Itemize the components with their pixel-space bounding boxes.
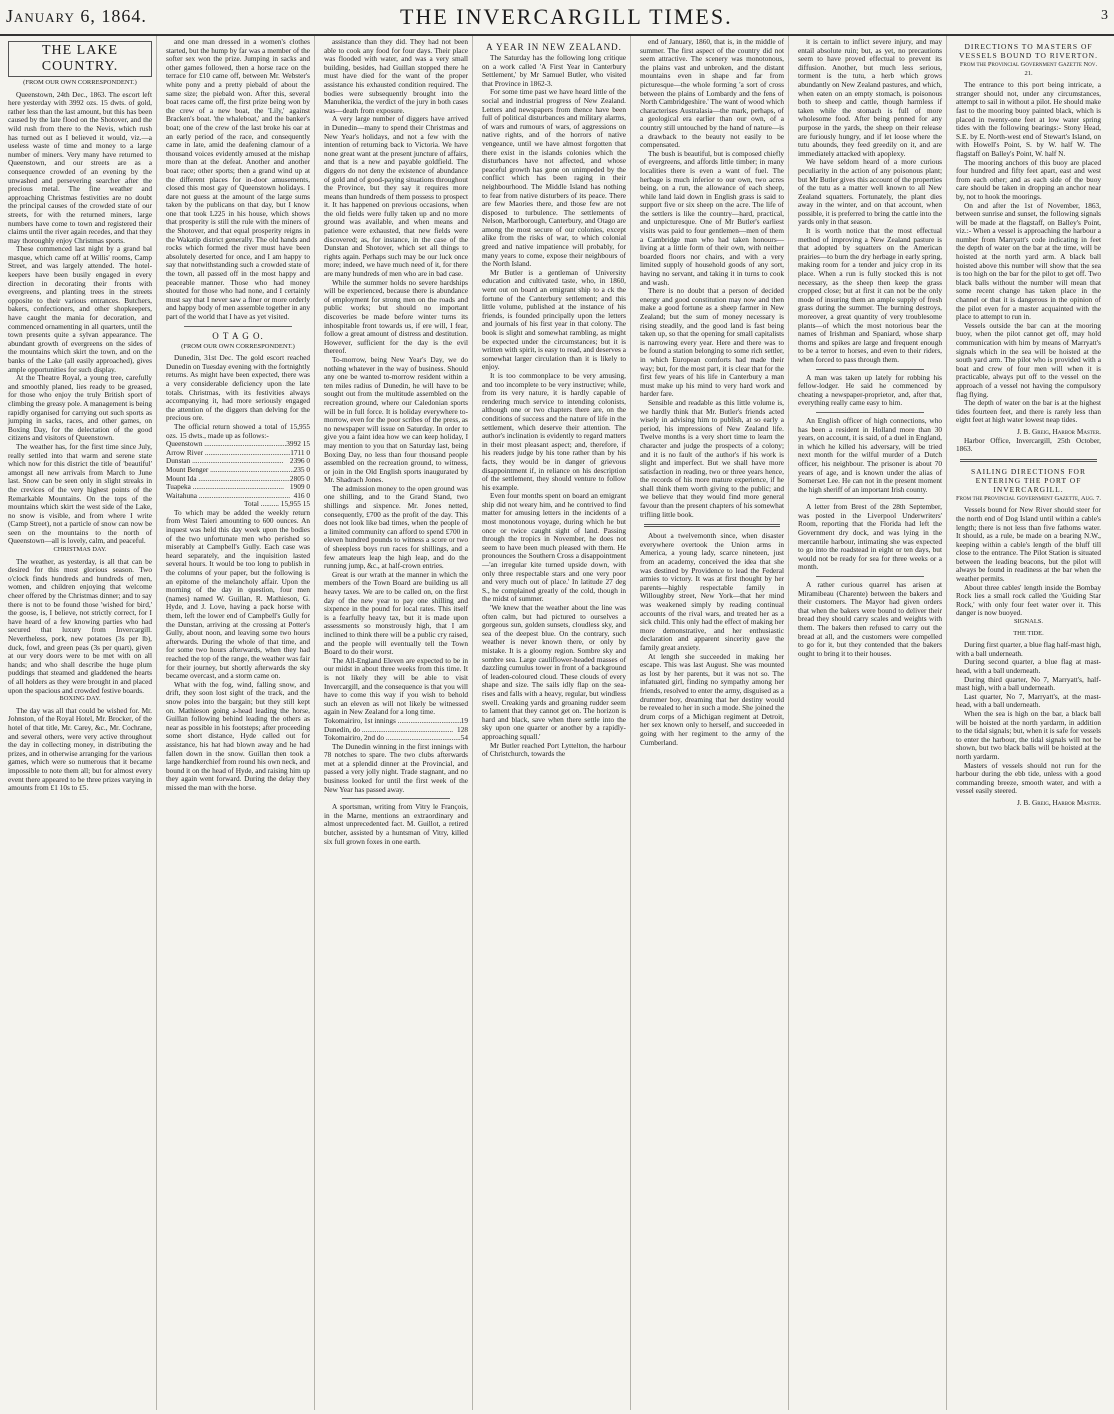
paragraph: it is certain to inflict severe injury, and may entail absolute ruin; but, as yet, no precautions seem to have proved effectual to prevent its diffusion. Another, but much less serious, torment is the tutu, a herb which grows abundantly on New Zealand pastures, and which, when eaten on an empty stomach, is poisonous both to sheep and cattle, though harmless if taken while the stomach is full of more wholesome food. After being penned for any purpose in the yards, the sheep on their release are furiously hungry, and if let loose where the tutu abounds, they feed greedily on it, and are immediately attacked with apoplexy. [798, 37, 942, 158]
cricket-score-table [324, 717, 468, 743]
paragraph: We have seldom heard of a more curious peculiarity in the action of any poisonous plant; but Mr Butler gives this account of the properties of the tutu as a matter well known to all New Zealand squatters. Fortunately, the plant dies away in the winter, and on that account, when possible, it is preferred to bring the cattle into the yards only in that season. [798, 157, 942, 227]
paragraph: and one man dressed in a women's clothes started, but the hump by far was a member of the softer sex won the prize. Jumping in sacks and other games followed, then a horse race on the terrace for £10 came off, between Mr. Webster's white pony and a pretty piebald of about the same size; the piebald won. After this, several boat races came off, the first prize being won by the crew of a new boat, the 'Lily,' against Bracken's boat. 'the whaleboat,' and the banker's boat; one of the crew of the last broke his oar at an early period of the race, and consequently came in late, amid the deafening clamour of a thousand voices evidently amused at the mishap more than at the defeat. Another and another boat race; other sports; then a grand wind up at the different places for in-door amusements, closed this most gay of Queenstown holidays. I dare not guess at the amount of the large sums taken by the publicans on that day, but I know one that took L225 in his house, which shows that prosperity is still the rule with the miners of the Shotover, and that equal prosperity reigns in the Wakatip district generally. The old hands and rocks which formed the river must have been absolutely deserted for once, and I am happy to say that notwithstanding such a crowded state of the town, all passed off in the most happy and peaceable manner. Those who had money shouted for those who had none, and I certainly must say that I never saw a finer or more orderly and happy body of men assemble together in any part of the world that I have as yet visited. [166, 37, 310, 321]
paragraph: Masters of vessels should not run for the harbour during the ebb tide, unless with a good commanding breeze, smooth water, and with a vessel easily steered. [956, 760, 1101, 796]
divider [816, 369, 924, 370]
table-row: Tokomairiro, 1st innings ..... 19 [324, 717, 468, 726]
notice-source: From the Provincial Government Gazette, Aug. 7. [956, 494, 1101, 502]
table-row: Mount Ida ..... 2805 0 [166, 475, 310, 484]
paragraph: The All-England Eleven are expected to be in our midst in about three weeks from this time. It is not likely they will be able to visit Invercargill, and the consequence is that you will have to come this way if you wish to behold such an eleven as will not likely be witnessed again in New Zealand for a long time. [324, 655, 468, 717]
paragraph: Queenstown, 24th Dec., 1863. The escort left here yesterday with 3992 ozs. 15 dwts. of gold, rather less than the last amount, but this has been caused by the late flood on the Shotover, and the wild rush from there to the Nevis, which rush has turned out as I believed it would, viz.—a useless waste of time and money to a large number of miners. Very many have returned to Queenstown, and our streets are as a consequence crowded of an evening by the unwashed and persevering searcher after the precious metal. The fine weather and approaching Christmas festivities are no doubt the principal causes of the crowded state of our streets, for with the returned miners, large numbers have come to town and registered their claims until the river again recedes, and that they may thoroughly enjoy Christmas sports. [8, 89, 152, 245]
paragraph: During first quarter, a blue flag half-mast high, with a ball underneath. [956, 640, 1101, 658]
table-row: Mount Benger ..... 235 0 [166, 466, 310, 475]
paragraph: What with the fog, wind, falling snow, and drift, they soon lost sight of the track, and the snow poles into the bargain; but they still kept on. Mathieson going a-head leading the horse, Guillan following behind leading the others as near as possible in his footsteps; after proceeding some short distance, Hyde called out for assistance, his hat had blown away and he had fallen down in the snow. Guillan then took a large handkerchief from round his own neck, and bound it on the head of Hyde, and raising him up they again went forward. During the delay they missed the man with the horse. [166, 679, 310, 792]
paragraph: The Saturday has the following long critique on a work called 'A First Year in Canterbury Settlement,' by Mr Samuel Butler, who visited that Province in 1862-3. [482, 53, 626, 88]
paragraph: Even four months spent on board an emigrant ship did not weary him, and he contrived to find matter for amusing letters in the incidents of a most monotonous voyage, during which he but once or twice caught sight of land. Passing through the tropics in November, he does not seem to have been much pleased with them. He pronounces the Southern Cross a disappointment—'an irregular kite turned upside down, with only three respectable stars and one very poor and very much out of place.' In latitude 27 deg S., he complained greatly of the cold, though in the midst of summer. [482, 491, 626, 604]
divider [960, 459, 1097, 462]
paragraph: 'We knew that the weather about the line was often calm, but had pictured to ourselves a gorgeous sun, golden sunsets, cloudless sky, and sea of the deepest blue. On the contrary, such weather is never known there, or only by mistake. It is a gloomy region. Sombre sky and sombre sea. Large cauliflower-headed masses of dazzling cumulus tower in front of a background of leaden-coloured cloud. These clouds of every shape and size. The sails idly flap on the sea-rises and falls with a heavy, regular, but windless swell. Creaking yards and groaning rudder seem to lament that they cannot get on. The horizon is hard and black, save when there settle into the sky upon one quarter or another by a rapidly-approaching squall.' [482, 603, 626, 741]
table-total: Total .......... 15,955 15 [244, 499, 310, 509]
paragraph: The entrance to this port being intricate, a stranger should not, under any circumstances, attempt to sail in without a pilot. He should make fast to the mooring buoy painted black, which is placed in twenty-one feet at low water spring tides with the following bearings:- Stony Head, S.E. by E. North-west end of Stewart's Island, on with Howell's Point, S. by W. half W. The flagstaff on Balley's Point, W. half N. [956, 80, 1101, 158]
paragraph: The depth of water on the bar is at the highest tides fourteen feet, and there is rarely less than eight feet at high water lowest neap tides. [956, 398, 1101, 425]
divider [644, 524, 780, 527]
page-number: 3 [1101, 8, 1108, 23]
paragraph: A very large number of diggers have arrived in Dunedin—many to spend their Christmas and New Year's holidays, and not a few with the intention of returning back to Victoria. We have none great want at the present juncture of affairs, and that is a new and payable goldfield. The diggers do not deny the existence of abundance of gold and of good-paying situations throughout the Province, but they say it requires more means than hundreds of them possess to prospect it. It has happened on previous occasions, when the old fields were fully taken up and no more ground was available, and when means and patience were exhausted, that new fields were discovered; as, for instance, in the case of the Dunstan and Shotover, which set all things to rights again. Perhaps such may be our luck once more; indeed, we have much need of it, for there are many hundreds of men who are in bad case. [324, 114, 468, 279]
subheading-tide: THE TIDE. [1013, 629, 1044, 637]
divider [816, 498, 924, 499]
paragraph: About three cables' length inside the Bombay Rock lies a small rock called the 'Guiding Star Rock,' with only four feet water over it. This danger is now buoyed. [956, 582, 1101, 618]
column-1 [4, 36, 157, 1410]
paragraph: These commenced last night by a grand bal masque, which came off at Willis' rooms, Camp Street, and was largely attended. The hotel-keepers have been busily engaged in every direction in decorating their fronts with evergreens, and planting trees in the streets opposite to their various entrances. Butchers, bakers, confectioners, and other shopkeepers, have caught the mania for decoration, and commenced ornamenting in all quarters, until the town presents quite a sylvan appearance. The abundant growth of evergreens on the sides of the mountains which skirt the town, and on the banks of the Lake (all easily approached), gives ample opportunities for such display. [8, 244, 152, 374]
paragraph: A letter from Brest of the 28th September, was posted in the Liverpool Underwriters' Room, reporting that the Florida had left the Government dry dock, and was lying in the mercantile harbour, intimating she was expected to go into the roadstead in eight or ten days, but would not be ready for sea for three weeks or a month. [798, 502, 942, 572]
signature: J. B. Greig, Harbor Master. [1016, 426, 1101, 436]
subheading-boxing-day: BOXING DAY. [59, 695, 101, 703]
column-3 [320, 36, 473, 1410]
notice-source: From the Provincial Government Gazette Nov. 21. [959, 61, 1098, 77]
article-columns [4, 36, 1110, 1410]
paragraph: While the summer holds no severe hardships will be experienced, because there is abundance of employment for strong men on the roads and public works; but should no important discoveries be made before winter turns its inhospitable front towards us, if ere will, I fear, follow a great amount of distress and destitution. However, sufficient for the day is the evil thereof. [324, 277, 468, 356]
paragraph: A sportsman, writing from Vitry le François, in the Marne, mentions an extraordinary and almost unprecedented fact. M. Guillot, a retired butcher, assisted by a huntsman of Vitry, killed six full grown foxes in one earth. [324, 802, 468, 846]
column-7 [952, 36, 1105, 1410]
paragraph: Vessels outside the bar can at the mooring buoy, when the pilot cannot get off, may hold communication with him by means of Marryatt's signals which in the sea will be hoisted at the south yard arm. The pilot who is provided with a boat and crew of four men will when it is practicable, always put off to the vessel on the approach of a vessel not having the compulsory flag flying. [956, 320, 1101, 399]
subheading-christmas-day: CHRISTMAS DAY. [53, 546, 107, 554]
paragraph: Great is our wrath at the manner in which the members of the Town Board are building us all heavy taxes. We are to be called on, on the first day of the new year to pay one shilling and sixpence in the pound for local rates. This itself is a fearfully heavy tax, but it is made upon assessments so monstrously high, that I am inclined to think there will be a public cry raised, and the people will eventually tell the Town Board to do their worst. [324, 569, 468, 657]
paragraph: During second quarter, a blue flag at mast-head, with a ball underneath. [956, 657, 1101, 675]
paragraph: Harbor Office, Invercargill, 25th October, 1863. [956, 435, 1101, 454]
paragraph: assistance than they did. They had not been able to cook any food for four days. Their place was flooded with water, and was a very small building, besides, had Guillan stopped there he must have died for the want of the proper assistance his exhausted condition required. The bodies were subsequently brought into the Manuherikia, the verdict of the jury in both cases was—death from exposure. [324, 37, 468, 115]
paragraph: Mr Butler is a gentleman of University education and cultivated taste, who, in 1860, went out on board an emigrant ship to a ck the fortune of the Canterbury settlement; and this little volume, published at the instance of his friends, is founded principally upon the letters and journals of his first year in that colony. The book is slight and somewhat rambling, as might be expected under the circumstances; but it is written with spirit, is easy to read, and deserves a somewhat larger circulation than it is likely to enjoy. [482, 267, 626, 372]
divider [816, 412, 924, 413]
article-heading-lake-country: THE LAKE COUNTRY. [8, 41, 152, 77]
paragraph: To-morrow, being New Year's Day, we do nothing whatever in the way of business. Should any one be wanted to-morrow resident within a ten miles radius of Dunedin, he will have to be sought out from the multitude assembled on the recreation ground, where our Caledonian sports will be in full force. It is holiday everywhere to-morrow, even for the poor scribes of the press, as no newspaper will issue on Saturday. In order to give you a faint idea how we can keep holiday, I may mention to you that on Saturday last, being Boxing Day, no less than four thousand people assembled on the recreation ground, to witness, or join in the Old English sports inaugurated by Mr. Shadrach Jones. [324, 354, 468, 485]
divider [816, 576, 924, 577]
masthead [0, 0, 1114, 36]
table-row: Dunedin, do ..... 128 [324, 726, 468, 735]
paragraph: The official return showed a total of 15,955 ozs. 15 dwts., made up as follows:- [166, 421, 310, 440]
paragraph: It is worth notice that the most effectual method of improving a New Zealand pasture is that adopted by squatters on the American prairies—to burn the dry herbage in early spring, making room for a tender and juicy crop in its place. When a run is fully stocked this is not necessary, as the sheep then keep the grass cropped close; but at first it can not be the only mode of insuring them an ample supply of fresh grass during the summer. The burning destroys, moreover, a great quantity of very troublesome plants—of which the most notorious bear the names of Irishman and Spaniard, whose sharp thorns and spikes are large and frequent enough to be a terror to horses, and even to their riders, when forced to pass through them. [798, 226, 942, 364]
paragraph: The weather, as yesterday, is all that can be desired for this most glorious season. Two o'clock finds hundreds and hundreds of men, women, and children enjoying that welcome cheer offered by the Christmas dinner; and to say there is not to be found those 'wished for bird,' the goose, is, I believe, not strictly correct, for I have heard of a few knowing parties who had secured that luxury from Invercargill. Nevertheless, pork, new potatoes (3s per lb), duck, fowl, and green peas (3s per quart), given at our very doors were to be met with on all hands; and who shall describe the huge plum puddings that steamed and gladdened the hearts of all holders as they were brought in and placed upon the spacious and crowded festive boards. [8, 556, 152, 695]
divider [342, 798, 450, 799]
table-row: Arrow River ..... 1711 0 [166, 449, 310, 458]
byline: (FROM OUR OWN CORRESPONDENT.) [23, 79, 137, 86]
paragraph: There is no doubt that a person of decided energy and good constitution may now and then make a good fortune as a sheep farmer in New Zealand; but the sum of money necessary is rising steadily, and the good land is fast being taken up, so that the opening for small capitalists is narrowing every year. Here and there was to be found a station belonging to some rich settler, in which European comforts had made their way; but, for the most part, it is clear that for the first few years of his life in Canterbury a man must make up his mind to very hard work and harder fare. [640, 286, 784, 399]
gold-return-table [166, 440, 310, 509]
paragraph: An English officer of high connections, who has been a resident in Holland more than 30 years, on account, it is said, of a duel in England, in which he killed his adversary, will be tried next month for the wilful murder of a Dutch officer, his neighbour. The prisoner is about 70 years of age, and is known under the alias of Somerset Lee. He can not in the present moment the high sheriff of an important Irish county. [798, 415, 942, 494]
paragraph: Last quarter, No 7, Marryatt's, at the mast-head, with a ball underneath. [956, 691, 1101, 710]
paragraph: Mr Butler reached Port Lyttelton, the harbour of Christchurch, towards the [482, 740, 626, 759]
paragraph: A rather curious quarrel has arisen at Miramibeau (Charente) between the bakers and their customers. The Mayor had given orders that when the bakers were bound to deliver their bread they should carry scales and weights with them. The bakers then refused to carry out the bread at all, and the customers were compelled to go for it, but they contended that the bakers ought to bring it to their houses. [798, 580, 942, 658]
paragraph: The weather has, for the first time since July, really settled into that warm and serene state which now for this district the title of 'beautiful' amongst all new arrivals from March to June last. Snow can be seen only in slight streaks in the crevices of the very highest points of the Remarkable Mountains. On the tops of the mountains which skirt the west side of the Lake, no snow is visible, and from where I write (Camp Street), not a particle of snow can now be seen on the mountains to the north of Queenstown—all is lovely, calm, and peaceful. [8, 441, 152, 546]
notice-heading-invercargill: SAILING DIRECTIONS FOR ENTERING THE PORT OF INVERCARGILL. [971, 466, 1086, 494]
article-heading-year-in-nz: A YEAR IN NEW ZEALAND. [486, 42, 622, 52]
table-row: Tuapeka ..... 1909 0 [166, 483, 310, 492]
table-row: Waitahuna ..... 416 0 [166, 492, 310, 501]
column-5 [636, 36, 789, 1410]
paragraph: About a twelvemonth since, when disaster everywhere overtook the Union arms in America, a young lady, scarce nineteen, just from an academy, conceived the idea that she was destined by Providence to lead the Federal armies to victory. It was at first thought by her parents—highly respectable family in Willoughby street, New York—that her mind was weakened simply by reading continual accounts of the rival wars, and treated her as a sick child. This only had the effect of making her more demonstrative, and her enthusiastic declaration and apparent sincerity gave the family great anxiety. [640, 531, 784, 652]
paragraph: When the sea is high on the bar, a black ball will be hoisted at the north yardarm, in addition to the tidal signals; but, when it is safe for vessels to enter the harbour, the tidal signals will not be shown, but two black balls will be hoisted at the north yardarm. [956, 708, 1101, 761]
column-4 [478, 36, 631, 1410]
paragraph: Vessels bound for New River should steer for the north end of Dog Island until within a cable's length; there is not less than five fathoms water. It should, as a rule, be made on a bearing N.W., keeping within a cable's length of the bluff till close to the entrance. The Pilot Station is situated between the leading beacons, but the pilot will always be found in readiness at the bar when the weather permits. [956, 505, 1101, 584]
paragraph: During third quarter, No 7, Marryatt's, half-mast high, with a ball underneath. [956, 674, 1101, 693]
table-row: Dunstan ..... 2396 0 [166, 457, 310, 466]
paragraph: Dunedin, 31st Dec. The gold escort reached Dunedin on Tuesday evening with the fortnightly returns. As might have been expected, there was a very considerable deficiency upon the late totals. Christmas, with its festivities always accompanying it, had more seriously engaged the attention of the diggers than delving for the precious ore. [166, 353, 310, 423]
paragraph: The admission money to the open ground was one shilling, and to the Grand Stand, two shillings and sixpence. Mr. Jones netted, consequently, £700 as the profit of the day. This does not look like bad times, when the people of a limited community can afford to spend £700 in eleven hundred pounds to witness a score or two of sheepless boys run races for shillings, and a few amateurs leap the high leap, and do the running jump, &c., at half-crown entries. [324, 483, 468, 571]
table-row: Tokomairiro, 2nd do ..... 54 [324, 734, 468, 743]
column-2 [162, 36, 315, 1410]
article-heading-otago: O T A G O. [212, 330, 264, 341]
notice-heading-riverton: DIRECTIONS TO MASTERS OF VESSELS BOUND TO RIVERTON. [959, 42, 1098, 60]
paragraph: It is too commonplace to be very amusing, and too incomplete to be very instructive; while, from its very nature, it is hardly capable of rendering much service to intending colonists, although one or two chapters there are, on the conditions of success and the nature of life in the settlement, which deserve their attention. The author's inclination is evidently to regard matters in their most pleasant aspect; and, therefore, if his readers judge by his tone rather than by his facts, they would be in danger of grievous disappointment if, in reliance on his description of the settlement, they should venture to follow his example. [482, 370, 626, 492]
subheading-signals: SIGNALS. [1013, 618, 1044, 626]
paragraph: At length she succeeded in making her escape. This was last August. She was mounted as lost by her parents, but it was not so. The infatuated girl, finding no sympathy among her friends, resolved to enter the army, disguised as a drummer boy, dreaming that her destiny would be revealed to her in such a mode. She joined the drum corps of a Michigan regiment at Detroit, her sex known only to herself, and succeeded in going with her regiment to the army of the Cumberland. [640, 651, 784, 747]
column-6 [794, 36, 947, 1410]
paragraph: On and after the 1st of November, 1863, between sunrise and sunset, the following signals will be made at the flagstaff, on Balley's Point, viz.:- When a vessel is approaching the harbour a number from Marryatt's code indicating in feet the depth of water on the bar at the time, will be hoisted at the north yard arm. A black ball hoisted above this number will show that the sea is too high on the bar for the pilot to get off. Two black balls without the number will mean that some recent change has taken place in the channel or that it is dangerous in the opinion of the pilot even for a master acquainted with the place to attempt to run in. [956, 200, 1101, 322]
issue-date: January 6, 1864. [6, 6, 147, 26]
paragraph: Sensible and readable as this little volume is, we hardly think that Mr. Butler's friends acted wisely in advising him to publish, at so early a period, his impressions of New Zealand life. Twelve months is a very short time to learn the character and judge the prospects of a colony; and it is no fault of the author's if his work is slight and imperfect. But we shall have more satisfaction in reading, two or three years hence, the records of his more mature experience, if he shall think them worth giving to the public; and we believe that they would find more general favour than the present chapters of his somewhat trifling little book. [640, 397, 784, 519]
paragraph: The bush is beautiful, but is composed chiefly of evergreens, and affords little timber; in many localities there is even a want of fuel. The herbage is much inferior to our own, two acres being, on a run, the allowance of each sheep, while land laid down in English grass is said to support five or six sheep on the acre. The life of the settlers is like the country—hard, practical, and unpicturesque. One of Mr Butler's earliest visits was paid to four gentlemen—men of them a Cambridge man who had taken honours—living at a little form of their own, with neither boarded floors nor chairs, and with a very limited supply of household goods of any sort, having no servant, and taking it in turns to cook and wash. [640, 148, 784, 287]
byline: (FROM OUR OWN CORRESPONDENT.) [181, 342, 295, 350]
signature: J. B. Greig, Harbor Master. [1016, 797, 1101, 807]
paragraph: To which may be added the weekly return from West Taieri amounting to 600 ounces. An inquest was held this day week upon the bodies of the two unfortunate men who perished so miserably at Campbell's Gully. Each case was heard separately, and the inquisition lasted several hours. It would be too long to publish in the columns of your paper, but the following is an epitome of the melancholy affair. Upon the morning of the day in question, four men (names) named W. Guillan, R. Mathieson, G. Hyde, and J. Love, having a pack horse with them, left the lower end of Campbell's Gully for the Dunstan, arriving at the crossing at Potter's Gully, about noon, and leaving some two hours afterwards. During the whole of that time, and for some two hours afterwards, when they had reached the top of the range, the weather was fair for their journey, but shortly afterwards the sky became overcast, and a storm came on. [166, 507, 310, 681]
paragraph: The day was all that could be wished for. Mr. Johnston, of the Royal Hotel, Mr. Brocker, of the hotel of that title, Mr. Carey, &c., Mr. Cochrane, and several others, were very active throughout the day in collecting money, in distributing the prizes, and in otherwise arranging for the various games, which were so numerous that it became impossible to note them all; but for almost every event there appeared to be three prizes varying in amounts from £1 10s to £5. [8, 705, 152, 793]
paragraph: end of January, 1860, that is, in the middle of summer. The first aspect of the country did not seem attractive. The scenery was monotonous, the plains vast and unbroken, and the distant mountains even in shape and far from picturesque—the whole forming 'a sort of cross between the plains of Lombardy and the fens of North Cambridgeshire.' The want of wood which characterises Australasia—the mark, perhaps, of a geological era earlier than our own, of a country still untouched by the hand of nature—is a drawback to the beauty not easily to be compensated. [640, 37, 784, 150]
paragraph: At the Theatre Royal, a young tree, carefully and smoothly planed, lies ready to be greased, for those who enjoy the truly British sport of climbing the greasy pole. A management is being rapidly organised for carrying out such sports as jumping in sacks, races, and other games, on Boxing Day, for the delectation of the good citizens and visitors of Queenstown. [8, 373, 152, 443]
table-row: Queenstown ..... 3992 15 [166, 440, 310, 449]
paragraph: A man was taken up lately for robbing his fellow-lodger. He said he commenced by cheating a newspaper-proprietor, and, after that, everything really came easy to him. [798, 372, 942, 408]
divider [184, 326, 292, 327]
paragraph: The mooring anchors of this buoy are placed four hundred and fifty feet apart, east and west from each other; and as each side of the buoy care should be taken in dropping an anchor near by, not to hook the moorings. [956, 157, 1101, 201]
newspaper-title: THE INVERCARGILL TIMES. [400, 4, 733, 29]
paragraph: The Dunedin winning in the first innings with 78 notches to spare. The two clubs afterwards met at a splendid dinner at the Provincial, and passed a very jolly night. Trade stagnant, and no business looked for until the first week of the New Year has passed away. [324, 741, 468, 794]
paragraph: For some time past we have heard little of the social and industrial progress of New Zealand. Letters and newspapers from thence have been full of political disturbances and military alarms, of wars and rumours of wars, of aggressions on native rights, and of the horrors of native vengeance, until we have almost forgotten that there exist in the islands colonies which the disturbances have not affected, and whose peaceful growth has gone on unimpeded by the conflict which has been raging in their neighbourhood. The Middle Island has nothing to fear from native disturbers of its peace. There are few Maories there, and those few are not disposed to turbulence. The settlements of Nelson, Marlborough, Canterbury, and Otago are among the most secure of our colonies, except alike from the risks of war, to which colonial greed and native impatience will probably, for many years to come, expose their neighbours of the North Island. [482, 87, 626, 269]
